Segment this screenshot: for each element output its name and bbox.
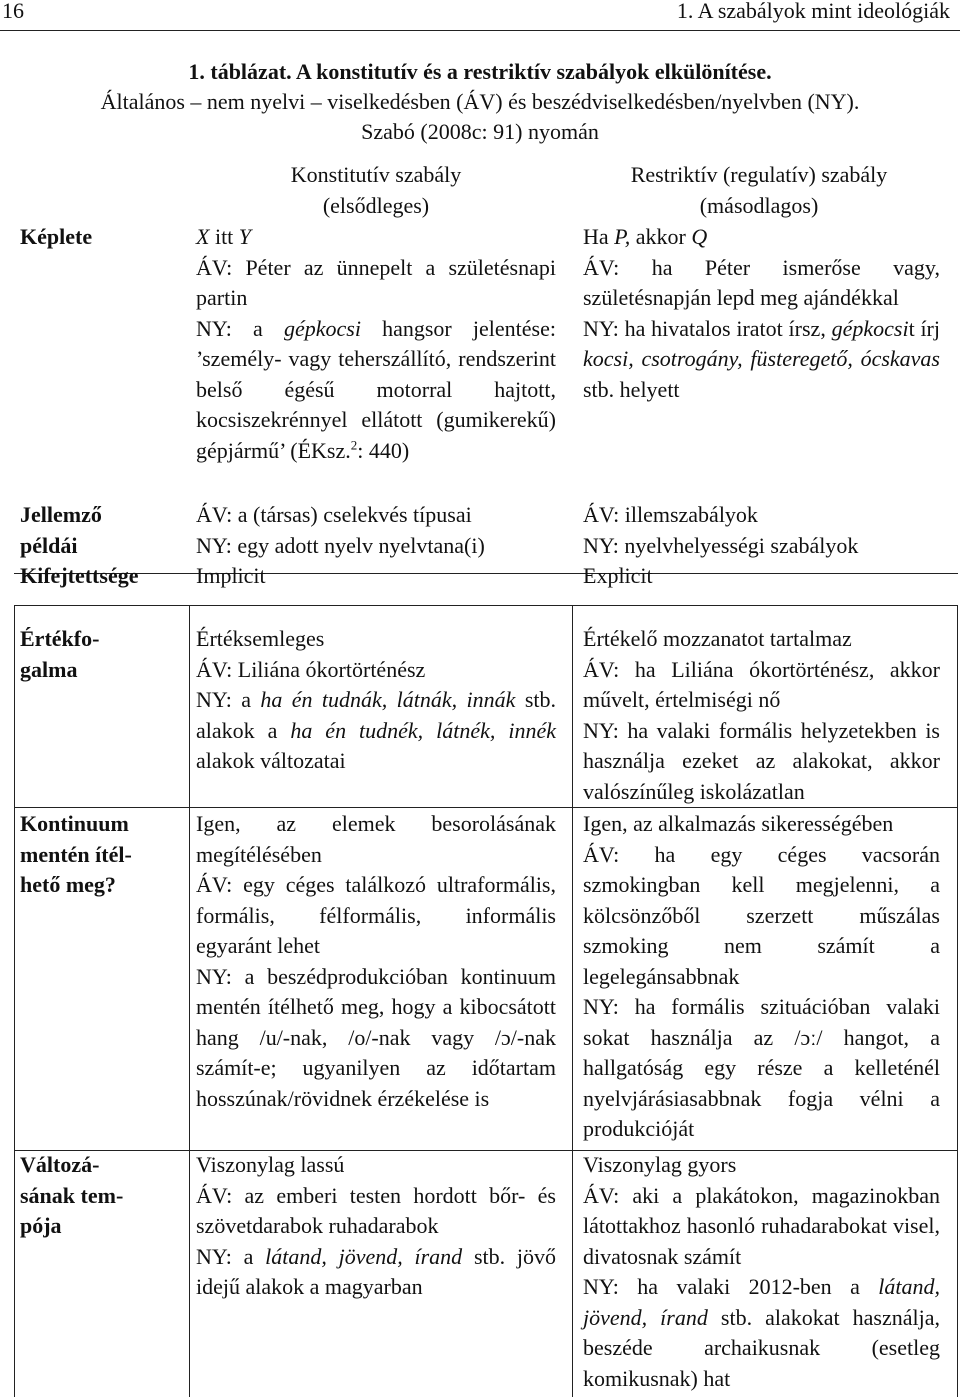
cell-continuum-constitutive (196, 809, 556, 1114)
table-caption-title: 1. táblázat. A konstitutív és a restriktív szabályok elkülönítése. (188, 59, 772, 84)
formula-text: Ha P, akkor Q (583, 224, 708, 249)
table-rule-vertical (957, 605, 958, 1397)
example-general: ÁV: Liliána ókortörténész (196, 656, 426, 682)
cell-heading: Viszonylag lassú (196, 1152, 345, 1177)
example-language: NY: nyelvhelyességi szabályok (583, 532, 859, 558)
table-caption-subtitle: Általános – nem nyelvi – viselkedésben (ÁV) és beszédviselkedésben/nyelvben (NY). (100, 89, 860, 114)
cell-value-constitutive (196, 624, 556, 777)
cell-tempo-restrictive (583, 1150, 940, 1394)
example-general: ÁV: ha Péter ismerőse vagy, születésnapján lepd meg ajándékkal (583, 254, 940, 310)
example-language: NY: a ha én tudnák, látnák, innák stb. alakok a ha én tudnék, látnék, innék alakok változatai (196, 687, 556, 773)
cell-examples-constitutive (196, 500, 556, 561)
example-general: ÁV: ha egy céges vacsorán szmokingban kell megjelenni, a kölcsönzőből szerzett műszálas szmoking nem számít a legelegánsabbnak (583, 841, 940, 989)
column-header-restrictive: Restriktív (regulatív) szabály (másodlagos) (630, 162, 888, 218)
example-general: ÁV: ha Liliána ókortörténész, akkor művelt, értelmiségi nő (583, 656, 940, 712)
running-head: 1. A szabályok mint ideológiák (676, 0, 950, 23)
row-label-examples: Jellemző példái (20, 502, 102, 558)
header-rule (0, 30, 960, 31)
example-language: NY: a látand, jövend, írand stb. jövő idejű alakok a magyarban (196, 1243, 556, 1299)
cell-heading: Igen, az elemek besorolásának megítélésében (196, 811, 556, 867)
cell-heading: Igen, az alkalmazás sikerességében (583, 811, 894, 836)
row-label-explicitness: Kifejtettsége (20, 563, 139, 588)
example-general: ÁV: a (társas) cselekvés típusai (196, 502, 472, 527)
example-general: ÁV: az emberi testen hordott bőr- és szövetdarabok ruhadarabok (196, 1182, 556, 1238)
example-language: NY: ha valaki 2012-ben a látand, jövend, írand stb. alakokat használja, beszéde archaikusnak (esetleg komikusnak) hat (583, 1274, 940, 1391)
row-label-tempo: Változá- sának tem- pója (20, 1152, 124, 1238)
cell-value-restrictive (583, 624, 940, 807)
example-language: NY: a gépkocsi hangsor jelentése: ’személy- vagy teherszállító, rendszerint belső égésű motorral hajtott, kocsiszekrénnyel ellátott (gumikerekű) gépjármű’ (ÉKsz.$^2$: 440) (196, 315, 556, 463)
formula-text: X itt Y (196, 224, 252, 249)
cell-formula-restrictive (583, 222, 940, 405)
row-label-continuum: Kontinuum mentén ítél- hető meg? (20, 811, 132, 897)
row-label-value: Értékfo- galma (20, 626, 100, 682)
page-number: 16 (2, 0, 24, 23)
example-language: NY: egy adott nyelv nyelvtana(i) (196, 532, 485, 558)
row-label-formula: Képlete (20, 224, 93, 249)
example-general: ÁV: egy céges találkozó ultraformális, formális, félformális, informális egyaránt lehet (196, 872, 556, 958)
cell-explicitness-restrictive: Explicit (583, 563, 653, 588)
table-rule-vertical (572, 605, 573, 1397)
table-rule (14, 605, 958, 606)
cell-heading: Értéksemleges (196, 626, 325, 651)
table-rule-vertical (14, 605, 15, 1397)
example-general: ÁV: aki a plakátokon, magazinokban látottakhoz hasonló ruhadarabokat visel, divatosnak számít (583, 1182, 940, 1269)
table-rule (14, 807, 958, 808)
table-rule-vertical (189, 605, 190, 1397)
cell-formula-constitutive (196, 222, 556, 466)
table-caption-source: Szabó (2008c: 91) nyomán (361, 119, 599, 144)
example-language: NY: ha hivatalos iratot írsz, gépkocsit írj kocsi, csotrogány, füsteregető, ócskavas stb. helyett (583, 315, 940, 402)
cell-tempo-constitutive (196, 1150, 556, 1303)
example-general: ÁV: illemszabályok (583, 502, 758, 527)
example-language: NY: ha valaki formális helyzetekben is használja ezeket az alakokat, akkor valószínűleg iskolázatlan (583, 717, 940, 804)
example-language: NY: a beszédprodukcióban kontinuum mentén ítélhető meg, hogy a kibocsátott hang /u/-nak, /o/-nak vagy /ɔ/-nak számít-e; ugyanilyen az időtartam hosszúnak/rövidnek érzékelése is (196, 963, 556, 1111)
example-general: ÁV: Péter az ünnepelt a születésnapi partin (196, 254, 556, 310)
cell-explicitness-constitutive: Implicit (196, 563, 266, 588)
cell-examples-restrictive (583, 500, 940, 561)
cell-continuum-restrictive (583, 809, 940, 1145)
cell-heading: Értékelő mozzanatot tartalmaz (583, 626, 852, 651)
cell-heading: Viszonylag gyors (583, 1152, 737, 1177)
example-language: NY: ha formális szituációban valaki sokat használja az /ɔː/ hangot, a hallgatóság egy része a kelleténél nyelvjárásiasabbnak fogja vélni a produkcióját (583, 994, 940, 1141)
column-header-constitutive: Konstitutív szabály (elsődleges) (290, 162, 462, 218)
